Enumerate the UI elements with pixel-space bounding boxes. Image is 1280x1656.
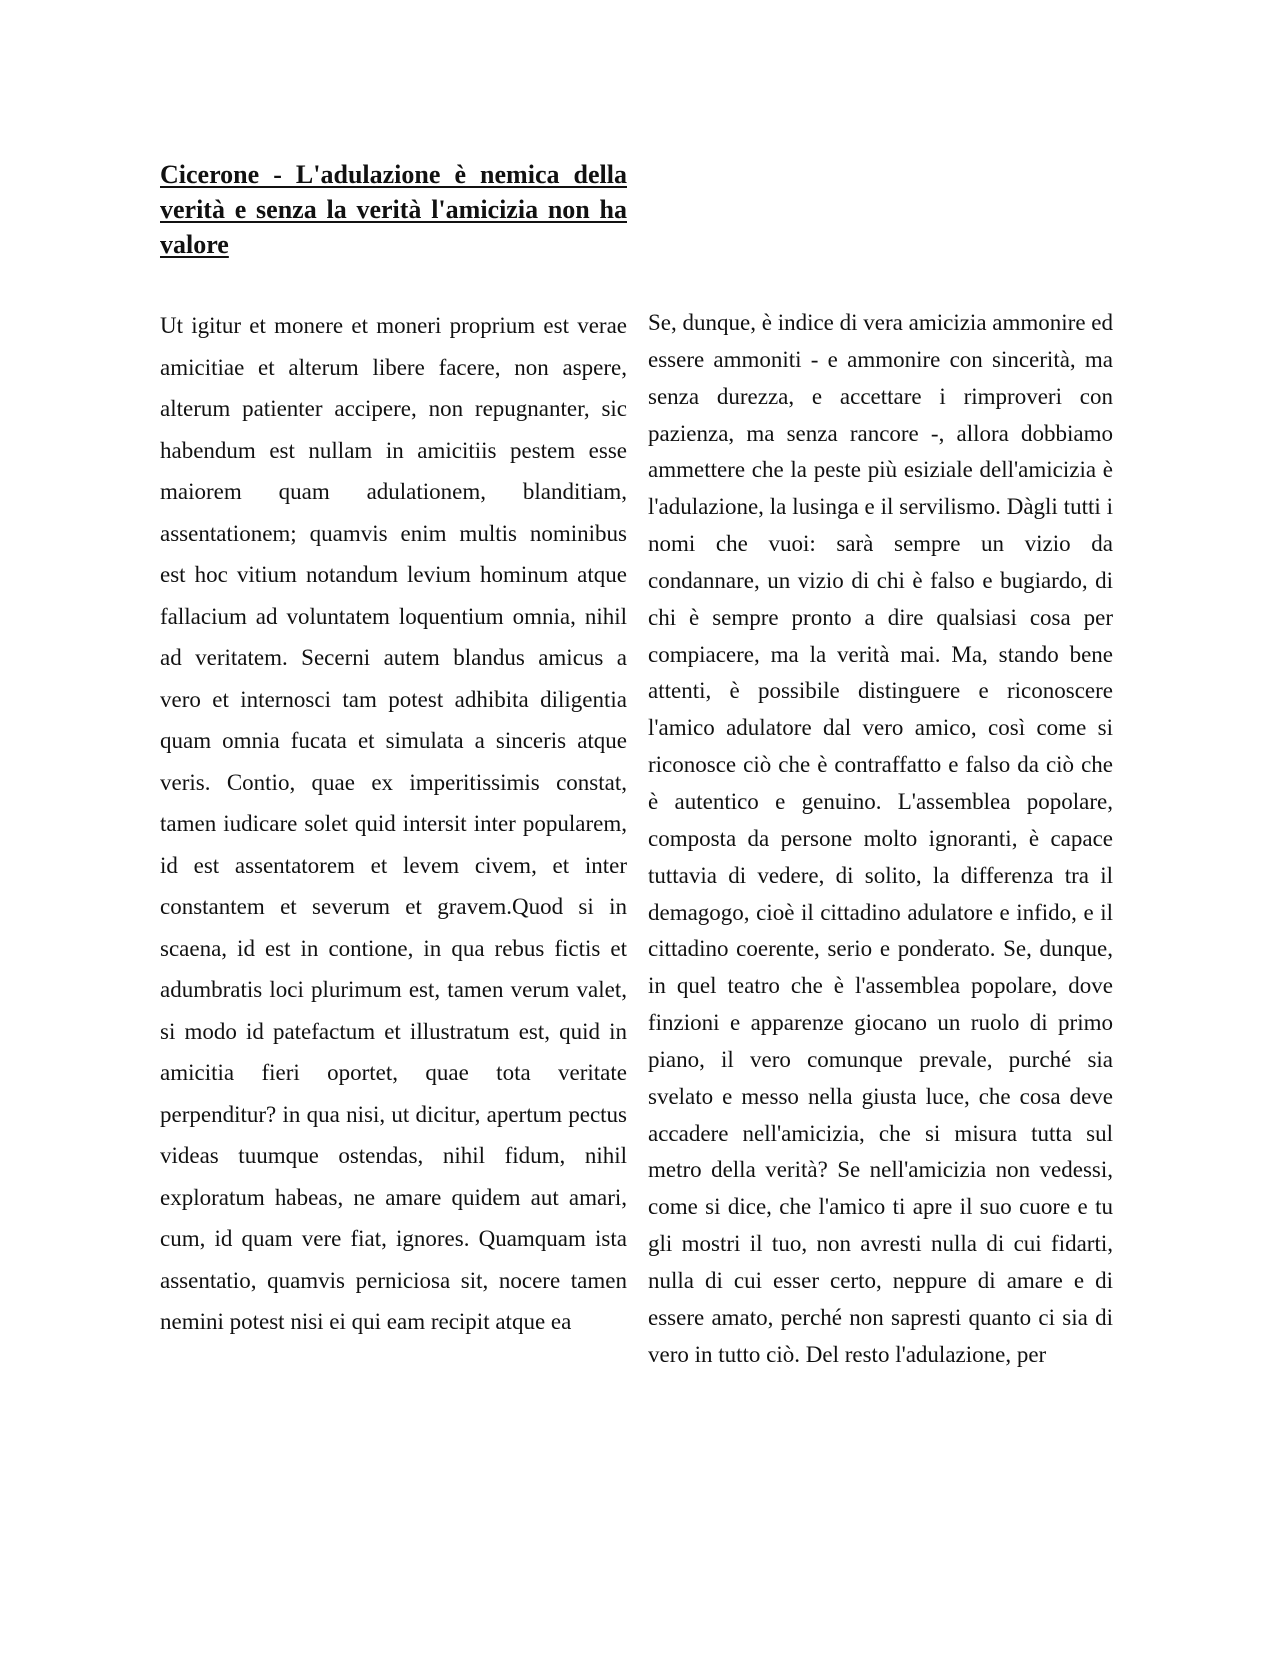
latin-text-column: Ut igitur et monere et moneri proprium est verae amicitiae et alterum libere facere, non aspere, alterum patienter accipere, non repugnanter, sic habendum est nullam in amicitiis pestem esse maiorem quam adulationem, blanditiam, assentationem; quamvis enim multis nominibus est hoc vitium notandum levium hominum atque fallacium ad voluntatem loquentium omnia, nihil ad veritatem. Secerni autem blandus amicus a vero et internosci tam potest adhibita diligentia quam omnia fucata et simulata a sinceris atque veris. Contio, quae ex imperitissimis constat, tamen iudicare solet quid intersit inter popularem, id est assentatorem et levem civem, et inter constantem et severum et gravem.Quod si in scaena, id est in contione, in qua rebus fictis et adumbratis loci plurimum est, tamen verum valet, si modo id patefactum et illustratum est, quid in amicitia fieri oportet, quae tota veritate perpenditur? in qua nisi, ut dicitur, apertum pectus videas tuumque ostendas, nihil fidum, nihil exploratum habeas, ne amare quidem aut amari, cum, id quam vere fiat, ignores. Quamquam ista assentatio, quamvis perniciosa sit, nocere tamen nemini potest nisi ei qui eam recipit atque ea	[160, 313, 627, 1334]
document-title: Cicerone - L'adulazione è nemica della verità e senza la verità l'amicizia non ha valore	[160, 160, 627, 259]
italian-translation-column: Se, dunque, è indice di vera amicizia ammonire ed essere ammoniti - e ammonire con sincerità, ma senza durezza, e accettare i rimproveri con pazienza, ma senza rancore -, allora dobbiamo ammettere che la peste più esiziale dell'amicizia è l'adulazione, la lusinga e il servilismo. Dàgli tutti i nomi che vuoi: sarà sempre un vizio da condannare, un vizio di chi è falso e bugiardo, di chi è sempre pronto a dire qualsiasi cosa per compiacere, ma la verità mai. Ma, stando bene attenti, è possibile distinguere e riconoscere l'amico adulatore dal vero amico, così come si riconosce ciò che è contraffatto e falso da ciò che è autentico e genuino. L'assemblea popolare, composta da persone molto ignoranti, è capace tuttavia di vedere, di solito, la differenza tra il demagogo, cioè il cittadino adulatore e infido, e il cittadino coerente, serio e ponderato. Se, dunque, in quel teatro che è l'assemblea popolare, dove finzioni e apparenze giocano un ruolo di primo piano, il vero comunque prevale, purché sia svelato e messo nella giusta luce, che cosa deve accadere nell'amicizia, che si misura tutta sul metro della verità? Se nell'amicizia non vedessi, come si dice, che l'amico ti apre il suo cuore e tu gli mostri il tuo, non avresti nulla di cui fidarti, nulla di cui esser certo, neppure di amare e di essere amato, perché non sapresti quanto ci sia di vero in tutto ciò. Del resto l'adulazione, per	[648, 310, 1113, 1367]
